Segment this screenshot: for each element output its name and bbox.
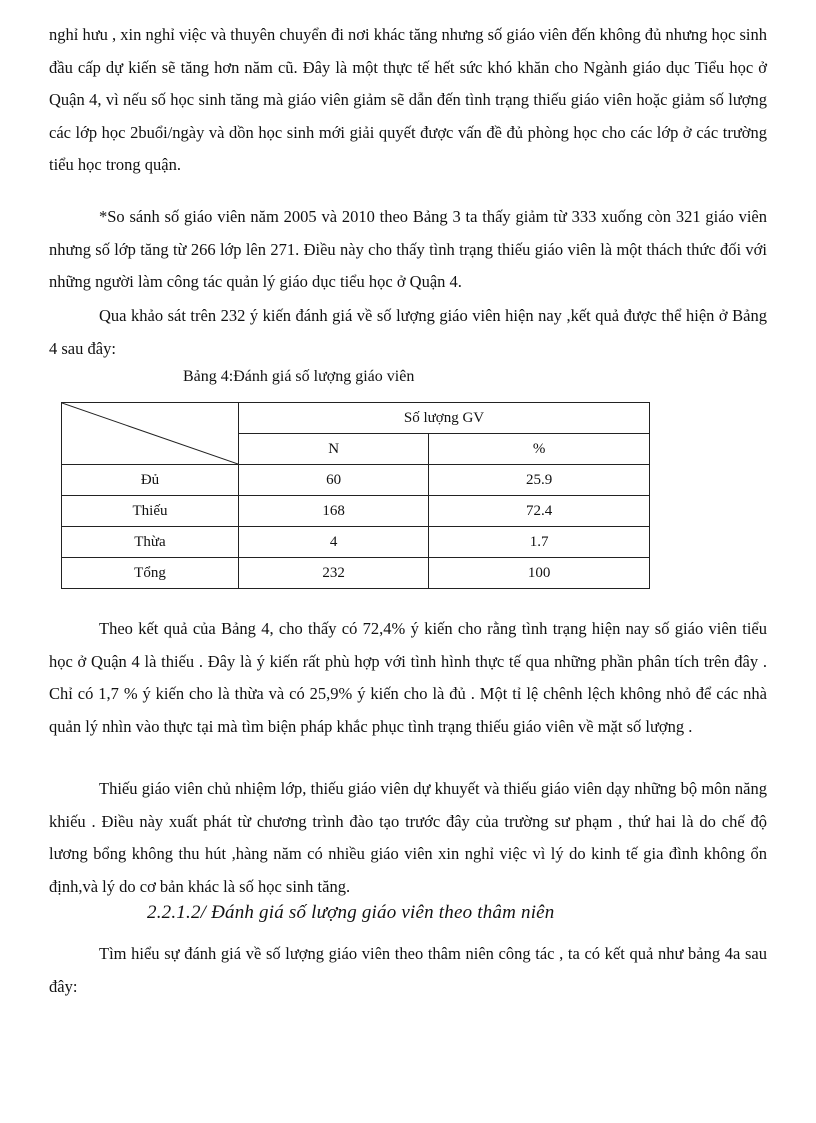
- diagonal-line: [62, 403, 238, 464]
- paragraph-4: Theo kết quả của Bảng 4, cho thấy có 72,4% ý kiến cho rằng tình trạng hiện nay số giáo viên tiểu học ở Quận 4 là thiếu . Đây là ý kiến rất phù hợp với tình hình thực tế qua những phần phân tích trên đây . Chỉ có 1,7 % ý kiến cho là thừa và có 25,9% ý kiến cho là đủ . Một tỉ lệ chênh lệch không nhỏ để các nhà quản lý nhìn vào thực tại mà tìm biện pháp khắc phục tình trạng thiếu giáo viên về mặt số lượng .: [49, 619, 767, 736]
- table-row: [62, 465, 650, 496]
- row-n: 232: [239, 558, 429, 589]
- paragraph-1: nghỉ hưu , xin nghỉ việc và thuyên chuyển đi nơi khác tăng nhưng số giáo viên đến không đủ nhưng học sinh đầu cấp dự kiến sẽ tăng hơn năm cũ. Đây là một thực tế hết sức khó khăn cho Ngành giáo dục Tiểu học ở Quận 4, vì nếu số học sinh tăng mà giáo viên giảm sẽ dẫn đến tình trạng thiếu giáo viên hoặc giảm số lượng các lớp học 2buổi/ngày và dồn học sinh mới giải quyết được vấn đề đủ phòng học cho các lớp ở các trường tiểu học trong quận.: [49, 25, 767, 174]
- row-label: Thừa: [62, 527, 239, 558]
- row-label: Thiếu: [62, 496, 239, 527]
- table-row: [62, 496, 650, 527]
- group-header-cell: Số lượng GV: [239, 403, 650, 434]
- row-percent: 1.7: [429, 527, 650, 558]
- paragraph-2: *So sánh số giáo viên năm 2005 và 2010 theo Bảng 3 ta thấy giảm từ 333 xuống còn 321 giáo viên nhưng số lớp tăng từ 266 lớp lên 271. Điều này cho thấy tình trạng thiếu giáo viên là một thách thức đối với những người làm công tác quản lý giáo dục tiểu học ở Quận 4.: [49, 207, 767, 291]
- row-n: 60: [239, 465, 429, 496]
- table-caption: Bảng 4:Đánh giá số lượng giáo viên: [183, 368, 415, 385]
- row-percent: 25.9: [429, 465, 650, 496]
- row-percent: 100: [429, 558, 650, 589]
- diagonal-header-cell: [62, 403, 239, 465]
- paragraph-3: Qua khảo sát trên 232 ý kiến đánh giá về số lượng giáo viên hiện nay ,kết quả được thể hiện ở Bảng 4 sau đây:: [49, 306, 767, 358]
- row-n: 168: [239, 496, 429, 527]
- paragraph-6: Tìm hiểu sự đánh giá về số lượng giáo viên theo thâm niên công tác , ta có kết quả như bảng 4a sau đây:: [49, 944, 767, 996]
- teacher-count-table: [61, 402, 650, 589]
- row-n: 4: [239, 527, 429, 558]
- table-row: [62, 558, 650, 589]
- section-heading: 2.2.1.2/ Đánh giá số lượng giáo viên theo thâm niên: [147, 902, 555, 923]
- column-header-n: N: [239, 434, 429, 465]
- column-header-percent: %: [429, 434, 650, 465]
- row-label: Tổng: [62, 558, 239, 589]
- paragraph-5: Thiếu giáo viên chủ nhiệm lớp, thiếu giáo viên dự khuyết và thiếu giáo viên dạy những bộ môn năng khiếu . Điều này xuất phát từ chương trình đào tạo trước đây của trường sư phạm , thứ hai là do chế độ lương bổng không thu hút ,hàng năm có nhiều giáo viên xin nghỉ việc vì lý do kinh tế gia đình không ổn định,và lý do cơ bản khác là số học sinh tăng.: [49, 779, 767, 896]
- row-label: Đủ: [62, 465, 239, 496]
- table-row: [62, 527, 650, 558]
- row-percent: 72.4: [429, 496, 650, 527]
